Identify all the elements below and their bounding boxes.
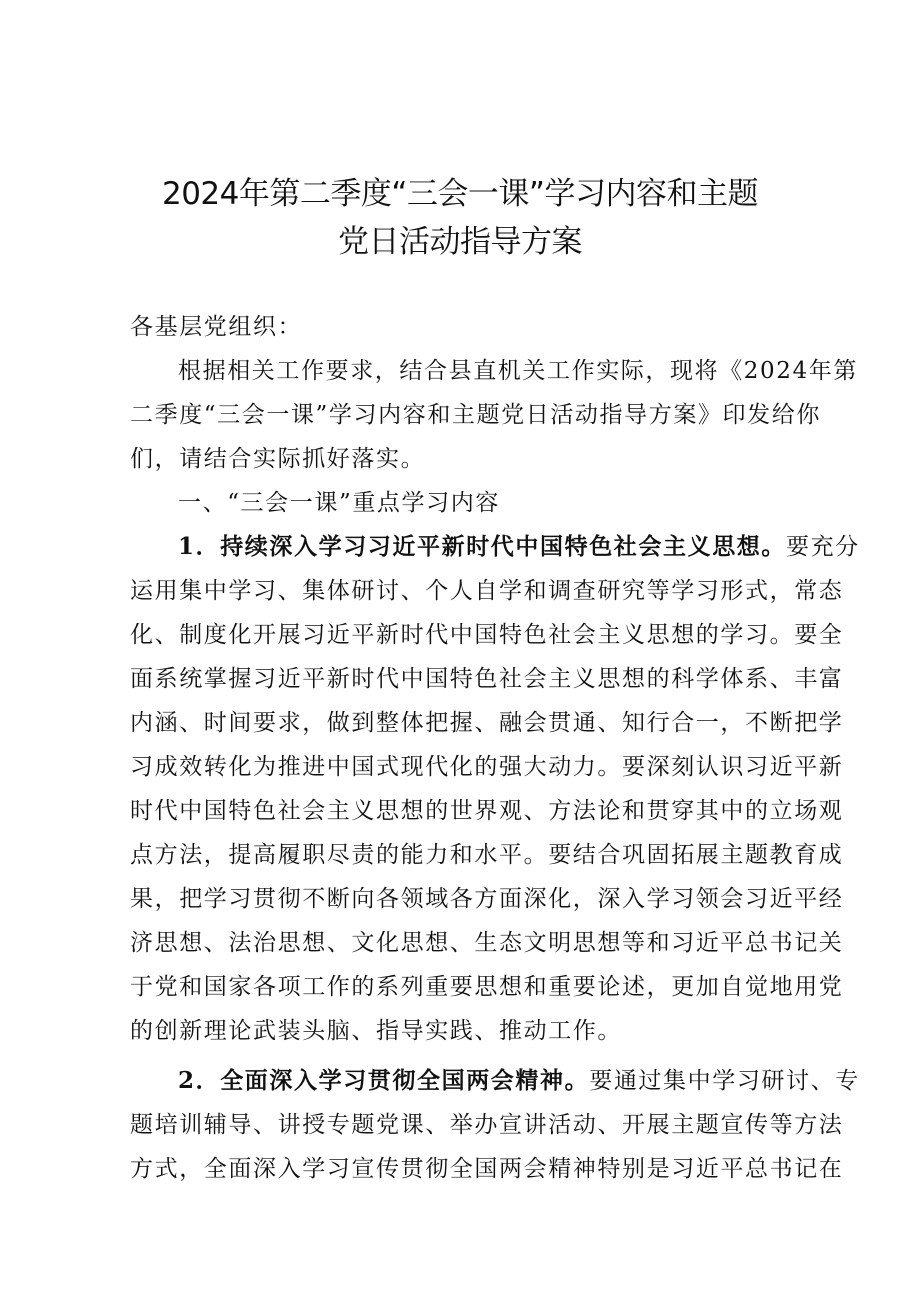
item-1-line: 面系统掌握习近平新时代中国特色社会主义思想的科学体系、丰富 <box>130 666 844 692</box>
item-2-first-line <box>178 1064 860 1098</box>
document-title-line-2: 党日活动指导方案 <box>338 224 582 260</box>
section-1-heading: 一、“三会一课”重点学习内容 <box>178 490 500 516</box>
item-1-line: 点方法，提高履职尽责的能力和水平。要结合巩固拓展主题教育成 <box>130 842 844 868</box>
item-1-first-line <box>178 530 860 564</box>
item-1-line: 的创新理论武装头脑、指导实践、推动工作。 <box>130 1018 622 1044</box>
item-1-line: 内涵、时间要求，做到整体把握、融会贯通、知行合一，不断把学 <box>130 710 844 736</box>
item-1-line: 运用集中学习、集体研讨、个人自学和调查研究等学习形式，常态 <box>130 578 844 604</box>
salutation: 各基层党组织： <box>130 314 303 340</box>
item-1-line: 于党和国家各项工作的系列重要思想和重要论述，更加自觉地用党 <box>130 974 844 1000</box>
item-1-line: 时代中国特色社会主义思想的世界观、方法论和贯穿其中的立场观 <box>130 798 844 824</box>
item-1-line: 习成效转化为推进中国式现代化的强大动力。要深刻认识习近平新 <box>130 754 844 780</box>
item-2-line: 方式，全面深入学习宣传贯彻全国两会精神特别是习近平总书记在 <box>130 1156 844 1182</box>
intro-line: 二季度“三会一课”学习内容和主题党日活动指导方案》印发给你 <box>130 402 821 428</box>
item-1-first-line-text: 要充分 <box>786 534 860 560</box>
document-title-line-1: 2024年第二季度“三会一课”学习内容和主题 <box>161 176 758 212</box>
item-1-line: 济思想、法治思想、文化思想、生态文明思想等和习近平总书记关 <box>130 930 844 956</box>
item-2-line: 题培训辅导、讲授专题党课、举办宣讲活动、开展主题宣传等方法 <box>130 1112 844 1138</box>
item-1-heading: 1．持续深入学习习近平新时代中国特色社会主义思想。 <box>178 533 787 560</box>
item-2-first-line-text: 要通过集中学习研讨、专 <box>589 1068 860 1094</box>
item-1-line: 化、制度化开展习近平新时代中国特色社会主义思想的学习。要全 <box>130 622 844 648</box>
intro-line: 根据相关工作要求，结合县直机关工作实际，现将《2024年第 <box>178 358 858 384</box>
item-2-heading: 2．全面深入学习贯彻全国两会精神。 <box>178 1067 590 1094</box>
item-1-line: 果，把学习贯彻不断向各领域各方面深化，深入学习领会习近平经 <box>130 886 844 912</box>
intro-line: 们，请结合实际抓好落实。 <box>130 446 426 472</box>
